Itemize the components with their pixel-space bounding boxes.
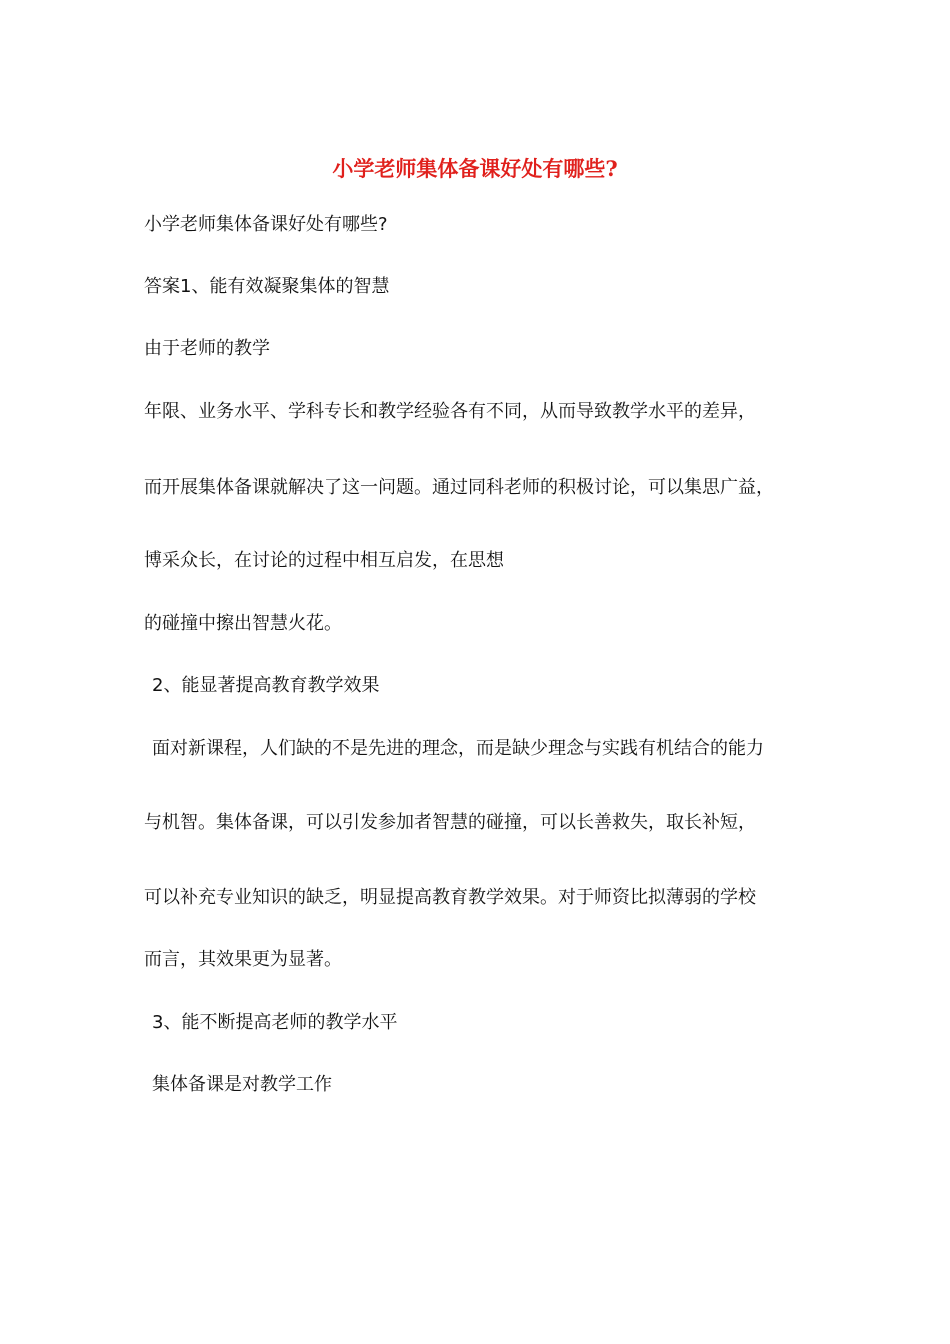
text-line-answer-1: 答案1、能有效凝聚集体的智慧 [144, 276, 390, 297]
text-line: 而言，其效果更为显著。 [144, 949, 342, 970]
text-line: 年限、业务水平、学科专长和教学经验各有不同，从而导致教学水平的差异， [144, 401, 756, 422]
text-line: 由于老师的教学 [144, 338, 270, 359]
text-line: 的碰撞中擦出智慧火花。 [144, 613, 342, 634]
text-line: 可以补充专业知识的缺乏，明显提高教育教学效果。对于师资比拟薄弱的学校 [144, 887, 756, 908]
text-line: 与机智。集体备课，可以引发参加者智慧的碰撞，可以长善救失，取长补短， [144, 812, 756, 833]
text-line-question: 小学老师集体备课好处有哪些? [144, 214, 388, 235]
text-line-heading-2: 2、能显著提高教育教学效果 [152, 675, 380, 696]
text-line-heading-3: 3、能不断提高老师的教学水平 [152, 1012, 398, 1033]
text-line: 面对新课程，人们缺的不是先进的理念，而是缺少理念与实践有机结合的能力 [152, 738, 764, 759]
text-line: 集体备课是对教学工作 [152, 1074, 332, 1095]
text-line: 而开展集体备课就解决了这一问题。通过同科老师的积极讨论，可以集思广益， [144, 477, 774, 498]
document-title: 小学老师集体备课好处有哪些? [332, 156, 618, 181]
text-line: 博采众长，在讨论的过程中相互启发，在思想 [144, 550, 504, 571]
